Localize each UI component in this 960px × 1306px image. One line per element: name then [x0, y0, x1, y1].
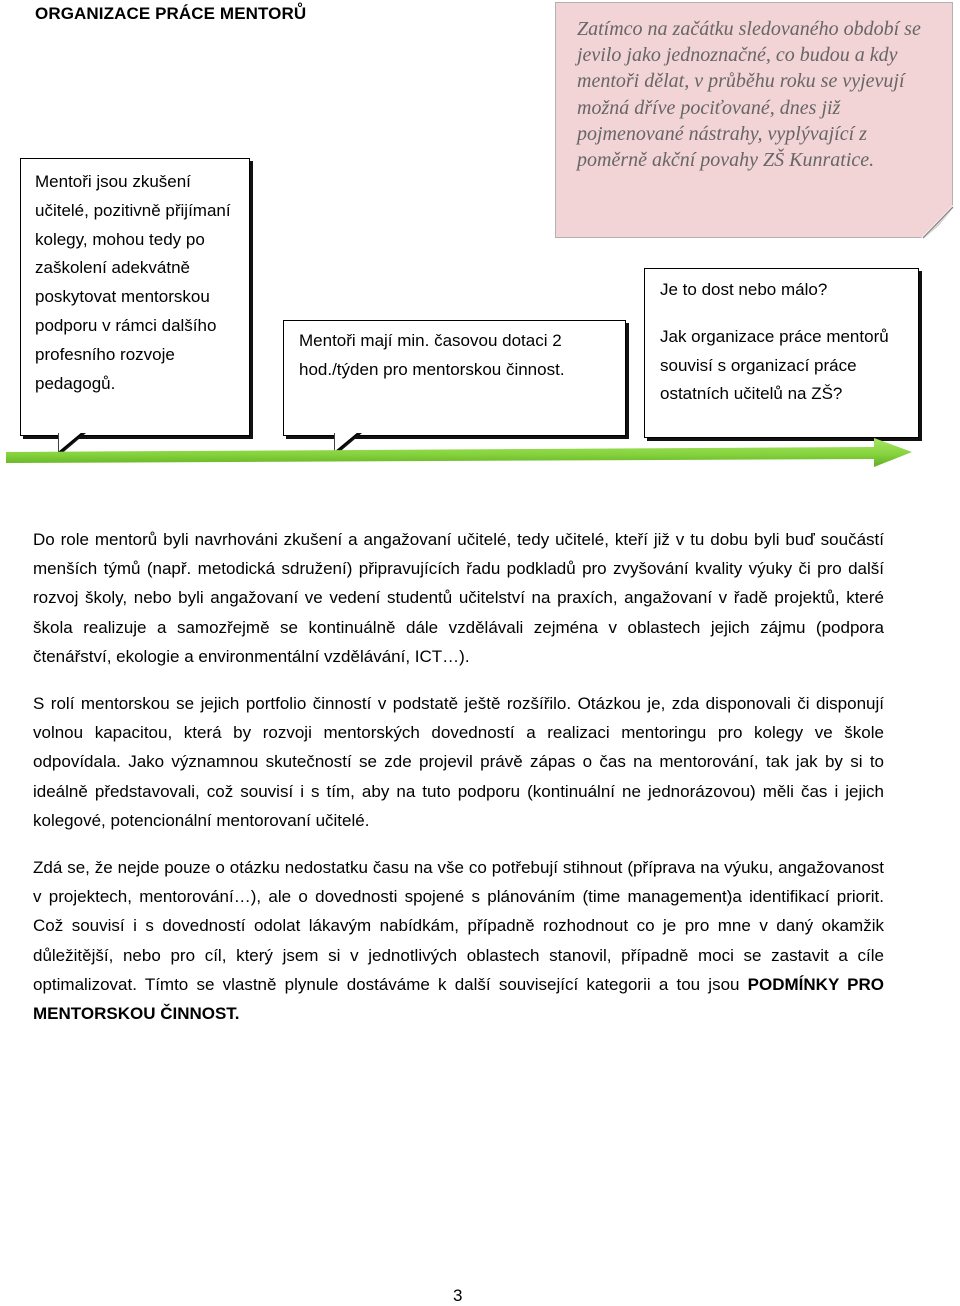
callout-question-1: Je to dost nebo málo?: [660, 280, 828, 299]
callout-time-text: Mentoři mají min. časovou dotaci 2 hod./týden pro mentorskou činnost.: [299, 331, 565, 379]
callout-mentor-time: [283, 320, 626, 436]
sticky-note: [555, 2, 953, 238]
page-curl-icon: [921, 205, 955, 241]
callout-mentors-experienced: [20, 158, 250, 436]
paragraph-time-management-text: Zdá se, že nejde pouze o otázku nedostatku času na vše co potřebují stihnout (příprava na výuku, angažovanost v projektech, mentorování…), ale o dovednosti spojené s plánováním (time management)a identifikací priorit. Což souvisí i s dovedností odolat lákavým nabídkám, případně rozhodnout co je pro mne v daný okamžik důležitější, nebo pro cíl, který jsem si v jednotlivých oblastech stanovil, případně moci se zastavit a cíle optimalizovat. Tímto se vlastně plynule dostáváme k další související kategorii a tou jsou: [33, 858, 884, 994]
callout-question-2: Jak organizace práce mentorů souvisí s organizací práce ostatních učitelů na ZŠ?: [660, 326, 889, 404]
callout-questions: [644, 268, 919, 438]
body-text: [33, 525, 884, 1046]
timeline-arrow: [0, 436, 920, 470]
next-category-heading: PODMÍNKY PRO MENTORSKOU ČINNOST.: [33, 974, 885, 1024]
callout-mentors-text: Mentoři jsou zkušení učitelé, pozitivně přijímaní kolegy, mohou tedy po zaškolení adekvátně poskytovat mentorskou podporu v rámci dalšího profesního rozvoje pedagogů.: [35, 172, 231, 393]
paragraph-time-management: [33, 853, 884, 1028]
sticky-note-text: Zatímco na začátku sledovaného období se jevilo jako jednoznačné, co budou a kdy mentoři dělat, v průběhu roku se vyjevují možná dříve pociťované, dnes již pojmenované nástrahy, vyplývající z poměrně akční povahy ZŠ Kunratice.: [577, 18, 921, 172]
paragraph-mentor-capacity: S rolí mentorskou se jejich portfolio činností v podstatě ještě rozšířilo. Otázkou je, zda disponovali či disponují volnou kapacitou, která by rozvoji mentorských dovedností a realizaci mentoringu pro kolegy ve škole odpovídala. Jako významnou skutečností se zde projevil právě zápas o čas na mentorování, tak jak by si to ideálně představovali, což souvisí i s tím, aby na tuto podporu (kontinuální ne jednorázovou) měli čas i jejich kolegové, potencionální mentorovaní učitelé.: [33, 694, 884, 830]
paragraph-mentor-selection: Do role mentorů byli navrhováni zkušení a angažovaní učitelé, tedy učitelé, kteří již v tu dobu byli buď součástí menších týmů (např. metodická sdružení) připravujících řadu podkladů pro zvyšování kvality výuky či pro další rozvoj školy, nebo byli angažovaní ve vedení studentů učitelství na praxích, angažovaní v řadě projektů, které škola realizuje a samozřejmě se kontinuálně dále vzdělávali zejména v oblastech jejich zájmu (podpora čtenářství, ekologie a environmentální vzdělávání, ICT…).: [33, 530, 884, 666]
page-title: ORGANIZACE PRÁCE MENTORŮ: [35, 4, 307, 23]
page-number: 3: [453, 1286, 463, 1305]
